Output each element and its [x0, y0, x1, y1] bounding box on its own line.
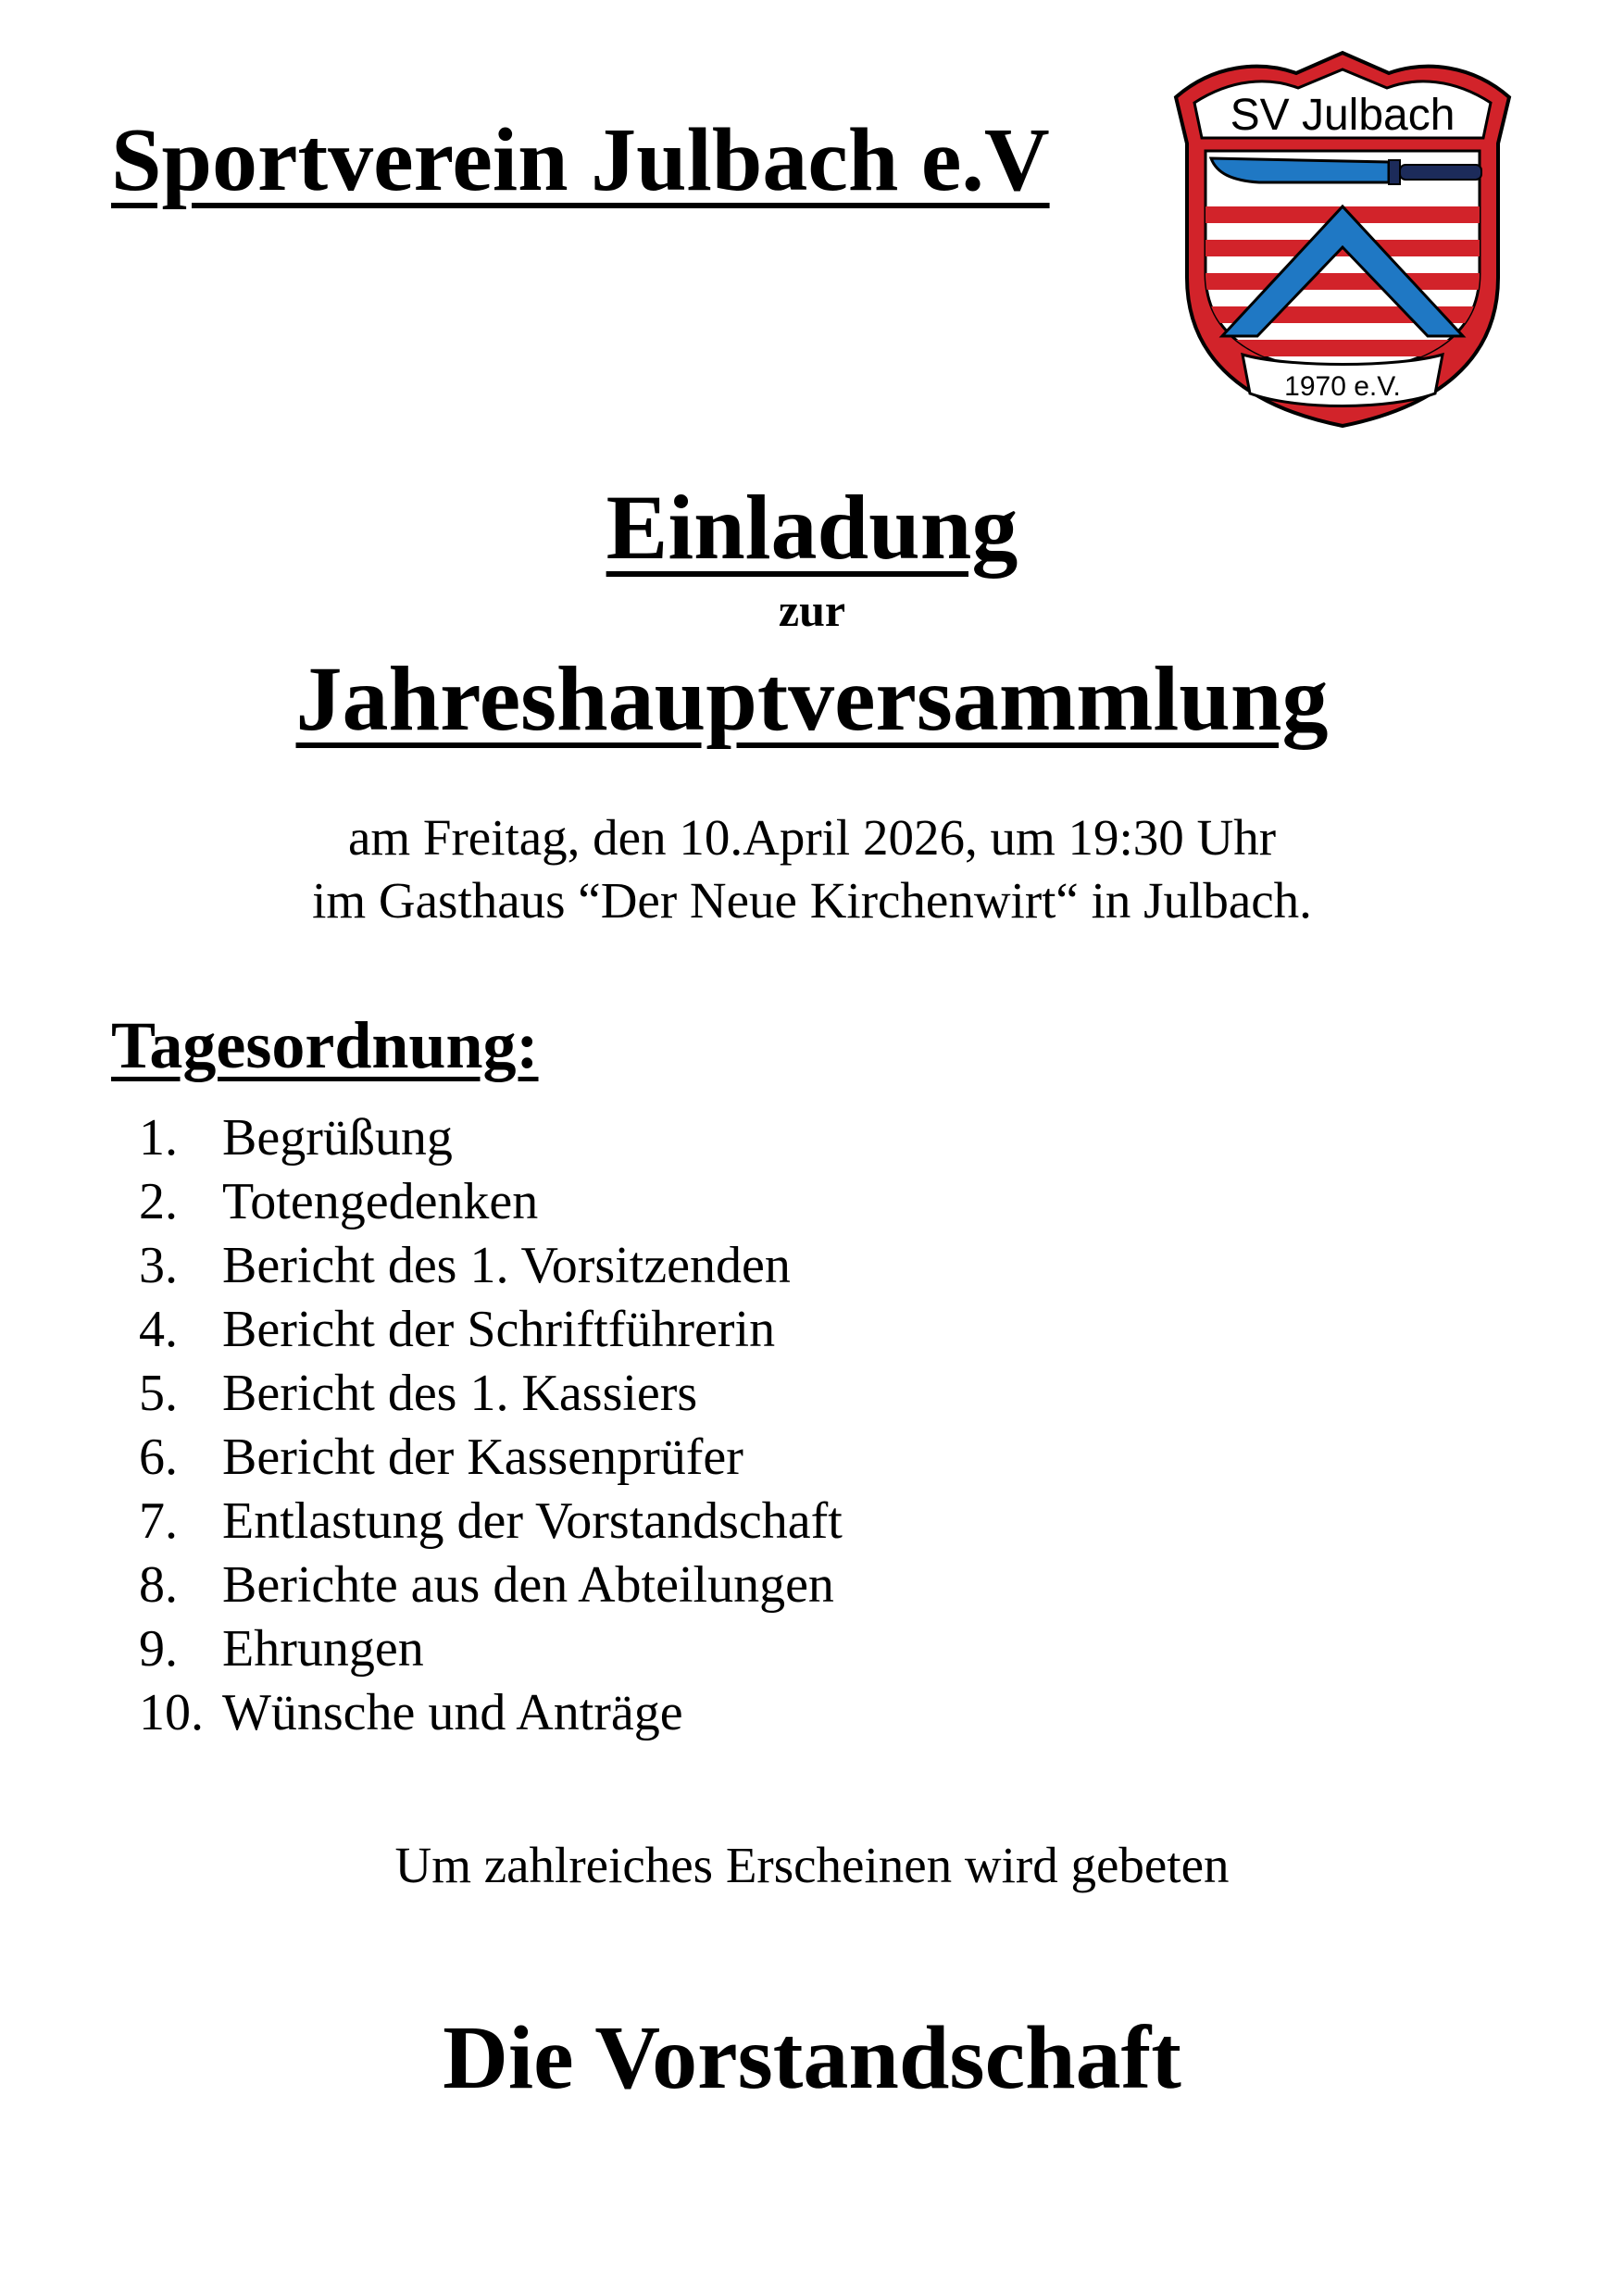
crest-top-text: SV Julbach [1230, 91, 1455, 140]
agenda-title: Tagesordnung: [111, 1008, 539, 1082]
agenda-item [139, 1490, 843, 1554]
agenda-item [139, 1617, 843, 1681]
agenda-list [139, 1106, 843, 1745]
organization-name: Sportverein Julbach e.V [111, 110, 1050, 210]
agenda-item-number: 10. [139, 1684, 204, 1741]
invitation-connector: zur [778, 584, 846, 636]
closing-request: Um zahlreiches Erscheinen wird gebeten [394, 1837, 1230, 1893]
agenda-item [139, 1362, 843, 1426]
event-place-line: im Gasthaus “Der Neue Kirchenwirt“ in Julbach. [312, 872, 1312, 929]
agenda-item-label: Ehrungen [222, 1620, 424, 1678]
agenda-item-label: Bericht des 1. Vorsitzenden [222, 1237, 791, 1294]
agenda-item-label: Entlastung der Vorstandschaft [222, 1492, 843, 1550]
agenda-item-number: 7. [139, 1492, 178, 1550]
agenda-item [139, 1554, 843, 1617]
agenda-item-label: Bericht des 1. Kassiers [222, 1365, 698, 1422]
invitation-subtitle: Jahreshauptversammlung [295, 647, 1329, 750]
agenda-item-number: 9. [139, 1620, 178, 1678]
invitation-title: Einladung [606, 476, 1018, 579]
agenda-item [139, 1681, 843, 1745]
agenda-item-label: Begrüßung [222, 1109, 453, 1167]
signature: Die Vorstandschaft [443, 2008, 1181, 2108]
agenda-item-number: 6. [139, 1429, 178, 1486]
agenda-item [139, 1106, 843, 1170]
agenda-item-number: 2. [139, 1173, 178, 1230]
event-date-line: am Freitag, den 10.April 2026, um 19:30 Uhr [347, 809, 1277, 866]
agenda-item-label: Berichte aus den Abteilungen [222, 1556, 834, 1614]
agenda-item-label: Wünsche und Anträge [222, 1684, 683, 1741]
agenda-item-number: 3. [139, 1237, 178, 1294]
agenda-item-number: 4. [139, 1301, 178, 1358]
agenda-item [139, 1234, 843, 1298]
agenda-item-number: 1. [139, 1109, 178, 1167]
agenda-item [139, 1170, 843, 1234]
agenda-item-label: Totengedenken [222, 1173, 539, 1230]
crest-bottom-text: 1970 e.V. [1284, 371, 1401, 402]
agenda-item-label: Bericht der Kassenprüfer [222, 1429, 743, 1486]
agenda-item [139, 1298, 843, 1362]
agenda-item-number: 8. [139, 1556, 178, 1614]
agenda-item-number: 5. [139, 1365, 178, 1422]
crest-blade [1211, 158, 1389, 182]
agenda-item-label: Bericht der Schriftführerin [222, 1301, 776, 1358]
agenda-item [139, 1426, 843, 1490]
club-crest-logo [1157, 42, 1528, 449]
